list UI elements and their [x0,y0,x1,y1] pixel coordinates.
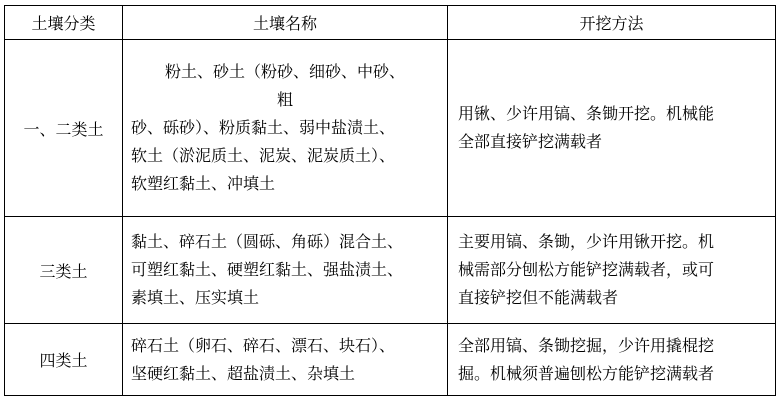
method-line: 直接铲挖但不能满载者 [458,288,619,307]
soil-classification-table [4,5,776,396]
soil-name-line: 粗 [276,90,293,109]
soil-name-line: 砂、砾砂）、粉质黏土、弱中盐渍土、 [131,118,396,137]
method-line: 全部直接铲挖满载者 [458,132,603,151]
soil-name-line: 碎石土（卵石、碎石、漂石、块石）、 [131,335,396,355]
soil-name-line: 黏土、碎石土（圆砾、角砾）混合土、 [131,232,404,251]
soil-name-line: 坚硬红黏土、超盐渍土、杂填土 [131,363,356,383]
method-line: 用锹、少许用镐、条锄开挖。机械能 [458,104,715,123]
soil-name-cell [123,40,448,217]
soil-name-line: 粉土、砂土（粉砂、细砂、中砂、 [164,62,405,81]
table-row [5,217,776,324]
method-line: 掘。机械须普遍刨松方能铲挖满载者 [458,363,715,383]
soil-name-cell [123,217,448,324]
table-header-row [5,6,776,40]
table-row [5,40,776,217]
method-line: 械需部分刨松方能铲挖满载者，或可 [458,260,715,279]
soil-category-cell: 一、二类土 [5,40,123,217]
header-excavation-method: 开挖方法 [448,6,776,40]
header-soil-name: 土壤名称 [123,6,448,40]
excavation-method-cell [448,324,776,396]
soil-name-line: 可塑红黏土、硬塑红黏土、强盐渍土、 [131,260,404,279]
soil-category-cell: 四类土 [5,324,123,396]
soil-name-line: 软土（淤泥质土、泥炭、泥炭质土）、 [131,146,396,165]
soil-name-line: 软塑红黏土、冲填土 [131,174,276,193]
header-soil-category: 土壤分类 [5,6,123,40]
method-line: 主要用镐、条锄，少许用锹开挖。机 [458,232,715,251]
soil-name-cell [123,324,448,396]
table-row [5,324,776,396]
soil-table-container [4,5,776,396]
excavation-method-cell [448,217,776,324]
soil-category-cell: 三类土 [5,217,123,324]
soil-name-line: 素填土、压实填土 [131,288,260,307]
excavation-method-cell [448,40,776,217]
method-line: 全部用镐、条锄挖掘，少许用撬棍挖 [458,335,715,355]
